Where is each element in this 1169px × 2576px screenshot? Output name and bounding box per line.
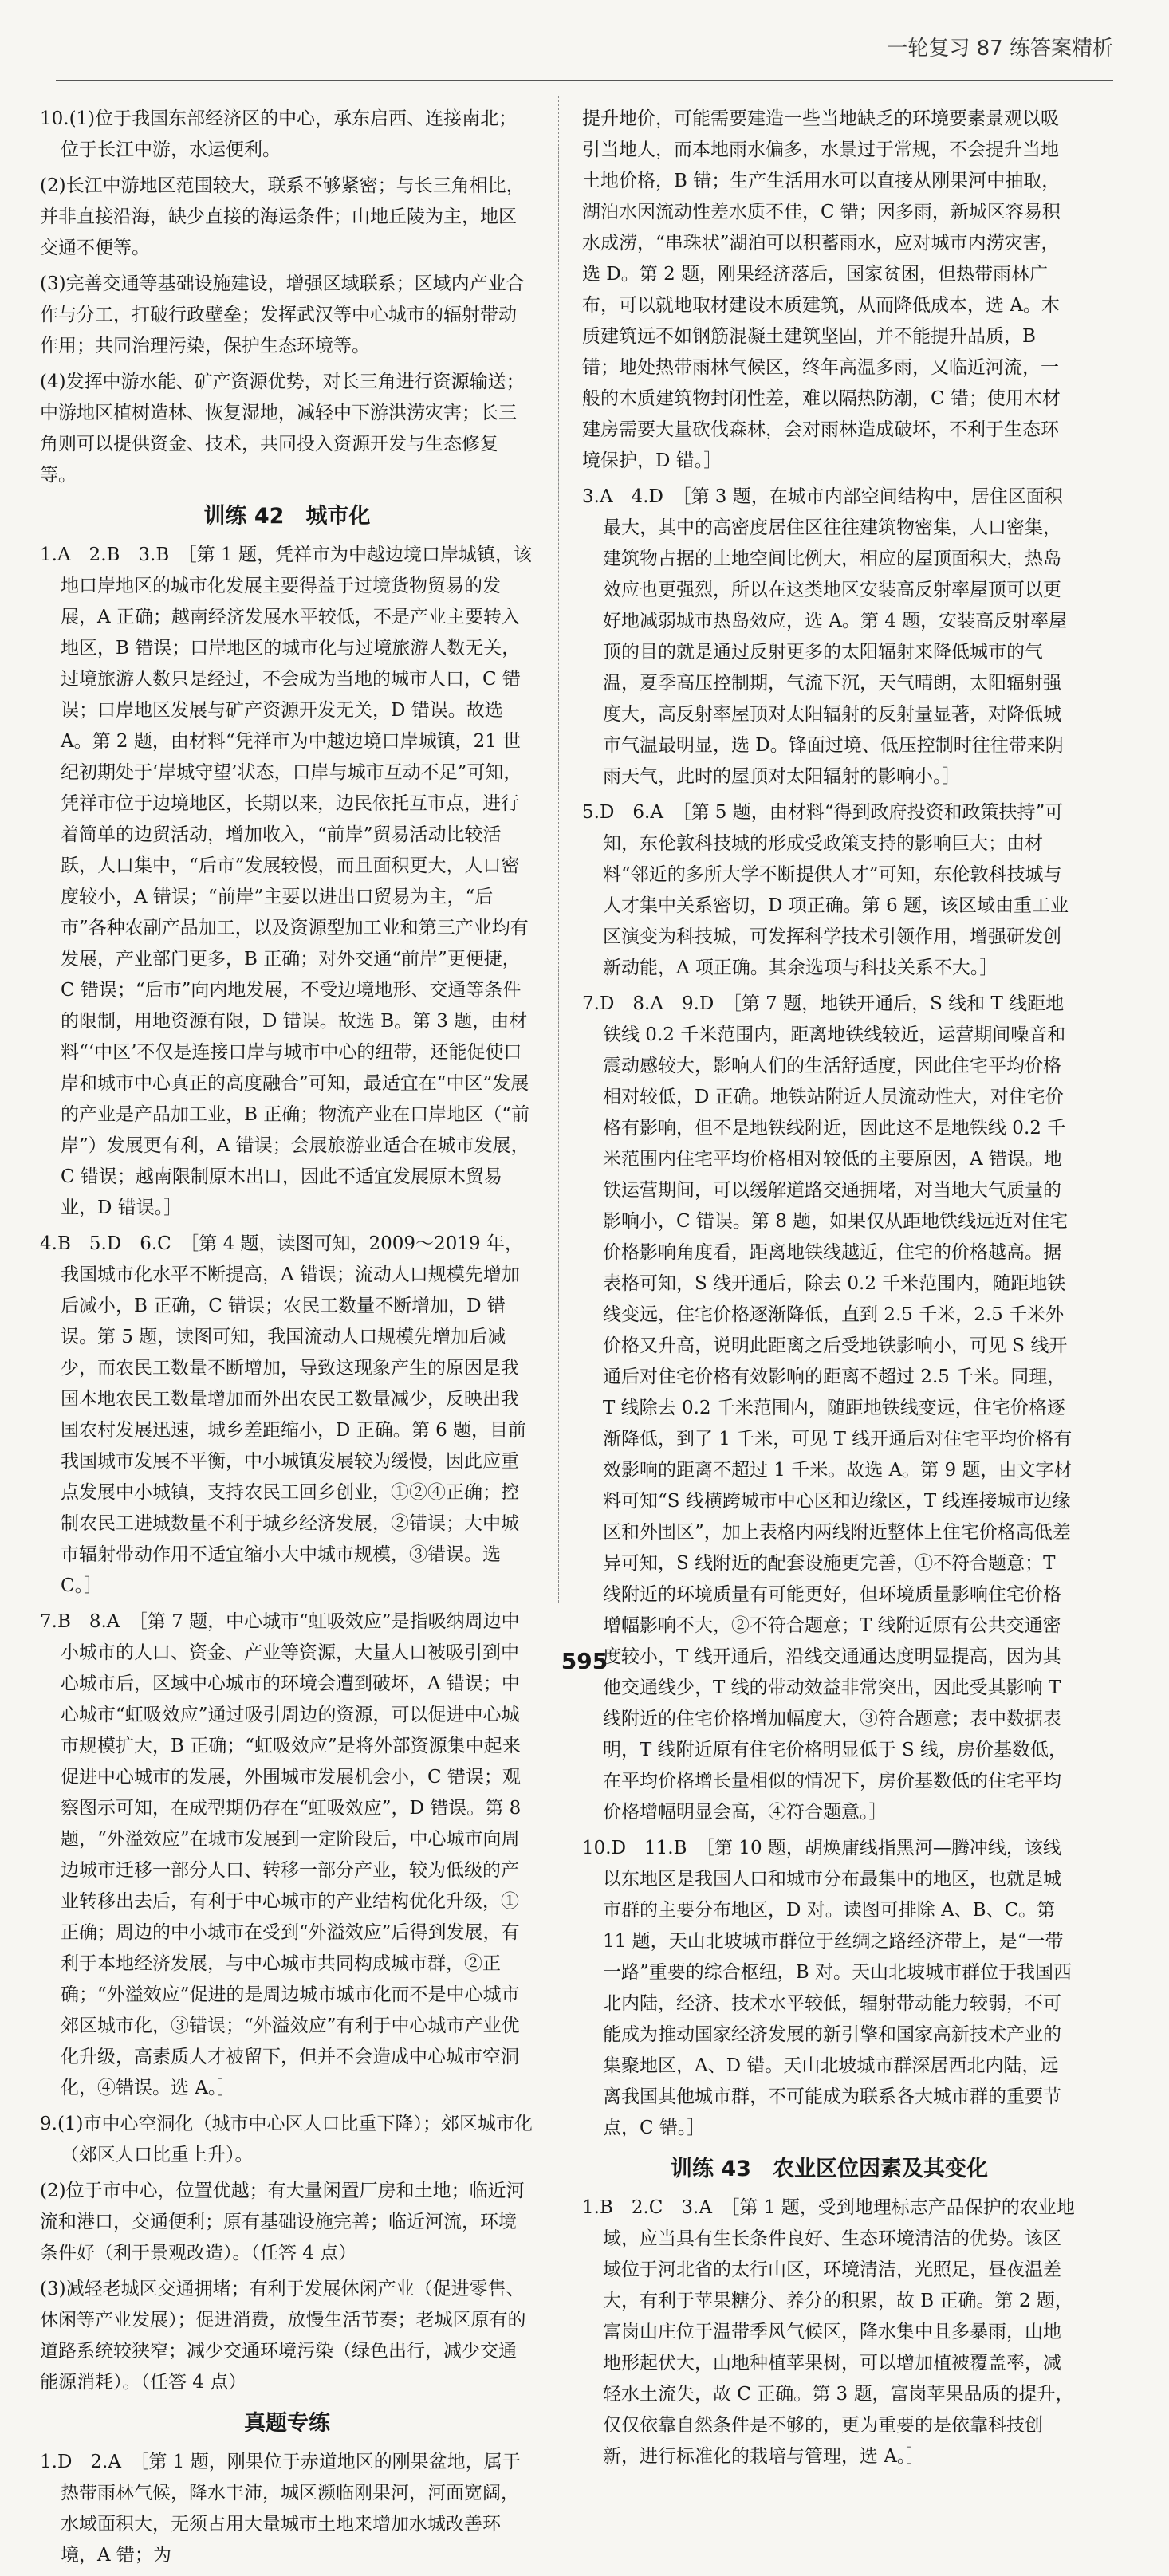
column-divider — [558, 96, 559, 1603]
answer-10-3: (3)完善交通等基础设施建设，增强区域联系；区域内产业合作与分工，打破行政壁垒；发挥武汉等中心城市的辐射带动作用；共同治理污染，保护生态环境等。 — [40, 273, 525, 356]
answer-7-8: 7.B 8.A ［第 7 题，中心城市“虹吸效应”是指吸纳周边中小城市的人口、资金、产业等资源，大量人口被吸引到中心城市后，区域中心城市的环境会遭到破坏，A 错误；中心城市“虹吸效应”通过吸引周边的资源，可以促进中心城市规模扩大，B 正确；“虹吸效应”是将外部资源集中起来促进中心城市的发展，外围城市发展机会小，C 错误；观察图示可知，在成型期仍存在“虹吸效应”，D 错误。第 8 题，“外溢效应”在城市发展到一定阶段后，中心城市向周边城市迁移一部分人口、转移一部分产业，较为低级的产业转移出去后，有利于中心城市的产业结构优化升级，①正确；周边的中小城市在受到“外溢效应”后得到发展，有利于本地经济发展，与中心城市共同构成城市群，②正确；“外溢效应”促进的是周边城市城市化而不是中心城市郊区城市化，③错误；“外溢效应”有利于中心城市产业优化升级，高素质人才被留下，但并不会造成中心城市空洞化，④错误。选 A。］ — [40, 1611, 522, 2098]
section-title-real: 真题专练 — [244, 2411, 330, 2436]
section-title-42: 训练 42 城市化 — [203, 504, 371, 529]
real-answer-3-4: 3.A 4.D ［第 3 题，在城市内部空间结构中，居住区面积最大，其中的高密度居住区往往建筑物密集，人口密集，建筑物占据的土地空间比例大，相应的屋顶面积大，热岛效应也更强烈，所以在这类地区安装高反射率屋顶可以更好地减弱城市热岛效应，选 A。第 4 题，安装高反射率屋顶的目的就是通过反射更多的太阳辐射来降低城市的气温，夏季高压控制期，气流下沉，天气晴朗，太阳辐射强度大，高反射率屋顶对太阳辐射的反射量显著，对降低城市气温最明显，选 D。锋面过境、低压控制时往往带来阴雨天气，此时的屋顶对太阳辐射的影响小。］ — [582, 486, 1068, 787]
right-column — [582, 104, 1077, 2477]
answer-43-1-3: 1.B 2.C 3.A ［第 1 题，受到地理标志产品保护的农业地域，应当具有生长条件良好、生态环境清洁的优势。该区域位于河北省的太行山区，环境清洁，光照足，昼夜温差大，有利于苹果糖分、养分的积累，故 B 正确。第 2 题，富岗山庄位于温带季风气候区，降水集中且多暴雨，山地地形起伏大，山地种植苹果树，可以增加植被覆盖率，减轻水土流失，故 C 正确。第 3 题，富岗苹果品质的提升，仅仅依靠自然条件是不够的，更为重要的是依靠科技创新，进行标准化的栽培与管理，选 A。］ — [582, 2197, 1075, 2467]
answer-10-4: (4)发挥中游水能、矿产资源优势，对长三角进行资源输送；中游地区植树造林、恢复湿地，减轻中下游洪涝灾害；长三角则可以提供资金、技术，共同投入资源开发与生态修复等。 — [40, 372, 525, 486]
running-header: 一轮复习 87 练答案精析 — [887, 37, 1113, 61]
real-answer-7-9: 7.D 8.A 9.D ［第 7 题，地铁开通后，S 线和 T 线距地铁线 0.2 千米范围内，距离地铁线较近，运营期间噪音和震动感较大，影响人们的生活舒适度，因此住宅平均价格相对较低，D 正确。地铁站附近人员流动性大，对住宅价格有影响，但不是地铁线附近，因此这不是地铁线 0.2 千米范围内住宅平均价格相对较低的主要原因，A 错误。地铁运营期间，可以缓解道路交通拥堵，对当地大气质量的影响小，C 错误。第 8 题，如果仅从距地铁线远近对住宅价格影响角度看，距离地铁线越近，住宅的价格越高。据表格可知，S 线开通后，除去 0.2 千米范围内，随距地铁线变远，住宅价格逐渐降低，直到 2.5 千米，2.5 千米外价格又升高，说明此距离之后受地铁影响小，可见 S 线开通后对住宅价格有效影响的距离不超过 2.5 千米。同理，T 线除去 0.2 千米范围内，随距地铁线变远，住宅价格逐渐降低，到了 1 千米，可见 T 线开通后对住宅平均价格有效影响的距离不超过 1 千米。故选 A。第 9 题，由文字材料可知“S 线横跨城市中心区和边缘区，T 线连接城市边缘区和外围区”，加上表格内两线附近整体上住宅价格高低差异可知，S 线附近的配套设施更完善，①不符合题意；T 线附近的环境质量有可能更好，但环境质量影响住宅价格增幅影响不大，②不符合题意；T 线附近原有公共交通密度较小，T 线开通后，沿线交通通达度明显提高，因为其他交通线少，T 线的带动效益非常突出，因此受其影响 T 线附近的住宅价格增加幅度大，③符合题意；表中数据表明，T 线附近原有住宅价格明显低于 S 线，房价基数低，在平均价格增长量相似的情况下，房价基数低的住宅平均价格增幅明显会高，④符合题意。］ — [582, 993, 1073, 1823]
answer-9-2: (2)位于市中心，位置优越；有大量闲置厂房和土地；临近河流和港口，交通便利；原有基础设施完善；临近河流，环境条件好（利于景观改造）。（任答 4 点） — [40, 2181, 525, 2263]
answer-9-3: (3)减轻老城区交通拥堵；有利于发展休闲产业（促进零售、休闲等产业发展）；促进消费，放慢生活节奏；老城区原有的道路系统较狭窄；减少交通环境污染（绿色出行，减少交通能源消耗）。（任答 4 点） — [40, 2279, 526, 2393]
section-title-43: 训练 43 农业区位因素及其变化 — [671, 2157, 988, 2181]
answer-10-2: (2)长江中游地区范围较大，联系不够紧密；与长三角相比，并非直接沿海，缺少直接的海运条件；山地丘陵为主，地区交通不便等。 — [40, 175, 525, 258]
real-answer-1-2: 1.D 2.A ［第 1 题，刚果位于赤道地区的刚果盆地，属于热带雨林气候，降水丰沛，城区濒临刚果河，河面宽阔，水域面积大，无须占用大量城市土地来增加水城改善环境，A 错；为 — [40, 2452, 521, 2566]
answer-1-3: 1.A 2.B 3.B ［第 1 题，凭祥市为中越边境口岸城镇，该地口岸地区的城市化发展主要得益于过境货物贸易的发展，A 正确；越南经济发展水平较低，不是产业主要转入地区，B 错误；口岸地区的城市化与过境旅游人数无关，过境旅游人数只是经过，不会成为当地的城市人口，C 错误；口岸地区发展与矿产资源开发无关，D 错误。故选 A。第 2 题，由材料“凭祥市为中越边境口岸城镇，21 世纪初期处于‘岸城守望’状态，口岸与城市互动不足”可知，凭祥市位于边境地区，长期以来，边民依托互市点，进行着简单的边贸活动，增加收入，“前岸”贸易活动比较活跃，人口集中，“后市”发展较慢，而且面积更大，人口密度较小，A 错误；“前岸”主要以进出口贸易为主，“后市”各种农副产品加工，以及资源型加工业和第三产业均有发展，产业部门更多，B 正确；对外交通“前岸”更便捷，C 错误；“后市”向内地发展，不受边境地形、交通等条件的限制，用地资源有限，D 错误。故选 B。第 3 题，由材料“‘中区’不仅是连接口岸与城市中心的纽带，还能促使口岸和城市中心真正的高度融合”可知，最适宜在“中区”发展的产业是产品加工业，B 正确；物流产业在口岸地区（“前岸”）发展更有利，A 错误；会展旅游业适合在城市发展，C 错误；越南限制原木出口，因此不适宜发展原木贸易业，D 错误。］ — [40, 545, 533, 1218]
real-answer-10-11: 10.D 11.B ［第 10 题，胡焕庸线指黑河—腾冲线，该线以东地区是我国人口和城市分布最集中的地区，也就是城市群的主要分布地区，D 对。读图可排除 A、B、C。第 11 题，天山北坡城市群位于丝绸之路经济带上，是“一带一路”重要的综合枢纽，B 对。天山北坡城市群位于我国西北内陆，经济、技术水平较低，辐射带动能力较弱，不可能成为推动国家经济发展的新引擎和国家高新技术产业的集聚地区，A、D 错。天山北坡城市群深居西北内陆，远离我国其他城市群，不可能成为联系各大城市群的重要节点，C 错。］ — [582, 1838, 1072, 2138]
answer-9-1: 9.(1)市中心空洞化（城市中心区人口比重下降）；郊区城市化（郊区人口比重上升）。 — [40, 2114, 533, 2165]
real-answer-1-2-cont: 提升地价，可能需要建造一些当地缺乏的环境要素景观以吸引当地人，而本地雨水偏多，水景过于常规，不会提升当地土地价格，B 错；生产生活用水可以直接从刚果河中抽取，湖泊水因流动性差水质不佳，C 错；因多雨，新城区容易积水成涝，“串珠状”湖泊可以积蓄雨水，应对城市内涝灾害，选 D。第 2 题，刚果经济落后，国家贫困，但热带雨林广布，可以就地取材建设木质建筑，从而降低成本，选 A。木质建筑远不如钢筋混凝土建筑坚固，并不能提升品质，B 错；地处热带雨林气候区，终年高温多雨，又临近河流，一般的木质建筑物封闭性差，难以隔热防潮，C 错；使用木材建房需要大量砍伐森林，会对雨林造成破坏，不利于生态环境保护，D 错。］ — [582, 108, 1061, 471]
page-number: 595 — [561, 1648, 608, 1674]
header-rule — [56, 80, 1113, 81]
answer-4-6: 4.B 5.D 6.C ［第 4 题，读图可知，2009～2019 年，我国城市化水平不断提高，A 错误；流动人口规模先增加后减小，B 正确，C 错误；农民工数量不断增加，D 错误。第 5 题，读图可知，我国流动人口规模先增加后减少，而农民工数量不断增加，导致这现象产生的原因是我国本地农民工数量增加而外出农民工数量减少，反映出我国农村发展迅速，城乡差距缩小，D 正确。第 6 题，目前我国城市发展不平衡，中小城镇发展较为缓慢，因此应重点发展中小城镇，支持农民工回乡创业，①②④正确；控制农民工进城数量不利于城乡经济发展，②错误；大中城市辐射带动作用不适宜缩小大中城市规模，③错误。选 C。］ — [40, 1233, 527, 1596]
answer-10-1: 10.(1)位于我国东部经济区的中心，承东启西、连接南北；位于长江中游，水运便利。 — [40, 108, 518, 160]
real-answer-5-6: 5.D 6.A ［第 5 题，由材料“得到政府投资和政策扶持”可知，东伦敦科技城的形成受政策支持的影响巨大；由材料“邻近的多所大学不断提供人才”可知，东伦敦科技城与人才集中关系密切，D 项正确。第 6 题，该区域由重工业区演变为科技城，可发挥科学技术引领作用，增强研发创新动能，A 项正确。其余选项与科技关系不大。］ — [582, 802, 1069, 978]
left-column — [40, 104, 534, 2576]
